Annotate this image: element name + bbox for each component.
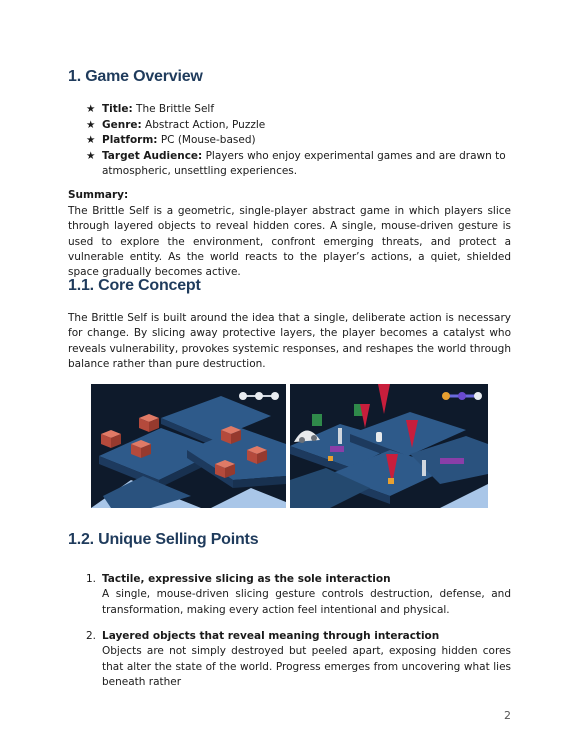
usp-title: Layered objects that reveal meaning through interaction [102,630,440,642]
bullet-title: ★ Title: The Brittle Self [86,102,526,118]
game-screenshot-right [290,384,488,508]
section-heading-unique-selling-points: 1.2. Unique Selling Points [68,531,259,548]
isometric-scene-spikes [290,384,488,508]
game-screenshot-left [91,384,286,508]
section-heading-core-concept: 1.1. Core Concept [68,277,201,294]
bullet-platform: ★ Platform: PC (Mouse-based) [86,133,526,149]
usp-item-1 [86,572,511,618]
bullet-target-audience: ★ Target Audience: Players who enjoy experimental games and are drawn to atmospheric, unsettling experiences. [86,149,506,177]
usp-number: 2. [86,630,97,642]
usp-title: Tactile, expressive slicing as the sole interaction [102,573,391,585]
core-concept-paragraph: The Brittle Self is built around the idea that a single, deliberate action is necessary for change. By slicing away protective layers, the player becomes a catalyst who reveals vulnerability, provokes systemic responses, and reshapes the world through balance rather than pure destruction. [68,312,511,370]
bullet-genre: ★ Genre: Abstract Action, Puzzle [86,118,526,134]
star-bullet-icon: ★ [86,118,96,131]
usp-description: A single, mouse-driven slicing gesture controls destruction, defense, and transformation, making every action feel intentional and physical. [102,588,511,616]
page-number: 2 [504,709,511,722]
summary-label: Summary: [68,189,129,201]
overview-bullet-list [86,102,526,180]
usp-description: Objects are not simply destroyed but peeled apart, exposing hidden cores that alter the state of the world. Progress emerges from uncovering what lies beneath rather [102,645,511,688]
usp-item-2 [86,629,511,690]
star-bullet-icon: ★ [86,103,96,115]
summary-paragraph: The Brittle Self is a geometric, single-player abstract game in which players slice through layered objects to reveal hidden cores. A single, mouse-driven gesture is used to explore the environment, confront emerging threats, and protect a vulnerable entity. As the world reacts to the player’s actions, a quiet, shielded space gradually becomes active. [68,205,511,279]
section-heading-game-overview: 1. Game Overview [68,68,203,85]
star-bullet-icon: ★ [86,149,96,162]
star-bullet-icon: ★ [86,134,96,146]
hud-indicator-icon [239,392,279,400]
usp-number: 1. [86,573,97,585]
hud-indicator-icon [442,392,482,400]
isometric-scene-blocks [91,384,286,508]
